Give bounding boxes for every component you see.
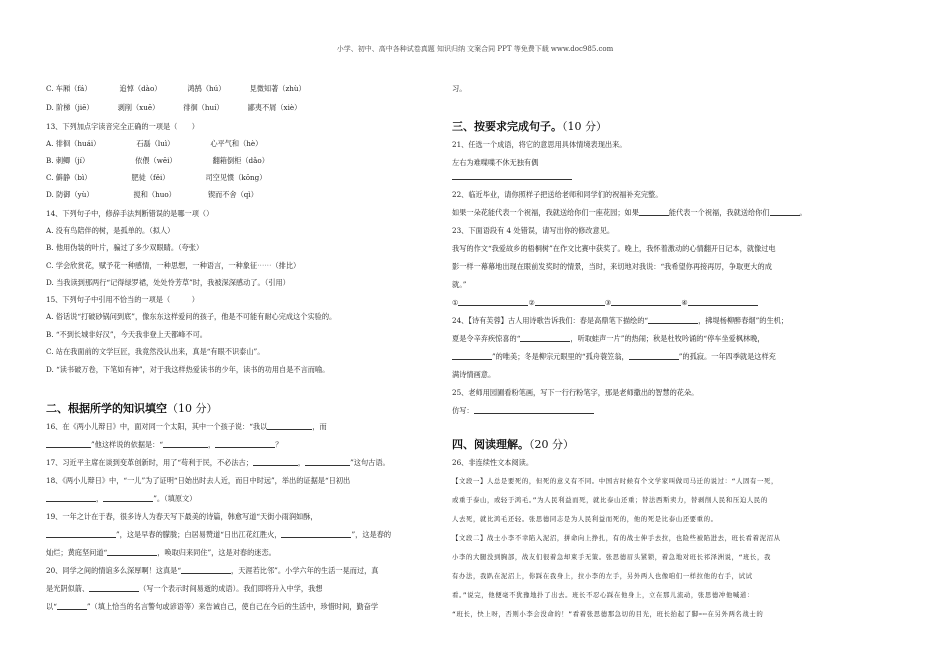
passage-1-line-1: 【文段一】人总是要死的，但死的意义有不同。中国古时候有个文学家叫做司马迁的说过：“人固有一死， xyxy=(452,477,779,485)
q15-option-a: A. 俗话说“打破砂锅问到底”，像东东这样爱问的孩子，他是不可能有耐心完成这个实验的。 xyxy=(46,312,337,321)
q22-stem: 22、临近毕业，请你照样子把送给老师和同学们的祝福补充完整。 xyxy=(452,190,663,199)
q12-option-c: C. 车厢（fá） 追悼（dào） 鸿鹄（hú） 見微知著（zhù） xyxy=(46,84,306,93)
q16-line1: 16、在《两小儿辩日》中，面对同一个太阳，其中一个孩子说：“我以 ，而 xyxy=(46,422,327,431)
q26-stem: 26、非连续性文本阅读。 xyxy=(452,458,534,467)
passage-2-line-1: 【文段二】战士小李不幸陷入泥沼，拼命向上挣扎，有的战士伸手去拉，也险些被陷进去，班长看着泥沼从 xyxy=(452,534,781,542)
q24-line3: ”的唯美；冬是柳宗元眼里的“孤舟蓑笠翁， ”的孤寂。一年四季就是这样充 xyxy=(452,352,776,361)
q20-continuation: 习。 xyxy=(452,84,467,93)
q19-line3: 灿烂；黄庭坚问道“ ，唤取归来同住”，这是对春的迷恋。 xyxy=(46,548,276,557)
q14-option-d: D. 当我读到那两行“记得绿罗裙，处处怜芳草”时，我被深深感动了。（引用） xyxy=(46,278,290,287)
q15-stem: 15、下列句子中引用不恰当的一项是（ ） xyxy=(46,295,199,304)
q24-line2: 夏是令辛弃疾惊喜的“ ，听取蛙声一片”的热闹；秋是杜牧吟诵的“停车坐爱枫林晚， xyxy=(452,334,765,343)
q12-option-d: D. 阶梯（jiē） 剥削（xuē） 徘徊（huí） 鄙夷不屑（xiè） xyxy=(46,103,302,112)
section-2-title: 二、根据所学的知识填空（10 分） xyxy=(46,402,218,415)
q13-option-d: D. 防御（yù） 搅和（huo） 锲而不舍（qì） xyxy=(46,190,258,199)
q20-line3: 以“ ”（填上恰当的名言警句或谚语等）来告诫自己，使自己在今后的生活中，珍惜时间，勤奋学 xyxy=(46,602,379,611)
passage-2-line-5: “班长，快上呀，否则小李会没命的！”看着张思德那急切的目光，班长抬起了脚⋯⋯在另外两名战士的 xyxy=(452,610,764,618)
passage-1-line-3: 人去死，就比鸿毛还轻。张思德同志是为人民利益而死的，他的死是比泰山还要重的。 xyxy=(452,515,718,523)
q18-line1: 18、《两小儿辩日》中，“一儿”为了证明“日始出时去人近，而日中时远”，举出的证据是“日初出 xyxy=(46,476,351,485)
q14-option-a: A. 没有鸟陪伴的树，是孤单的。（拟人） xyxy=(46,226,175,235)
q14-option-b: B. 他用伪装的叶片，骗过了多少双眼睛。（夸张） xyxy=(46,243,204,252)
q13-option-a: A. 徘徊（huái） 石磊（luì） 心平气和（hè） xyxy=(46,139,263,148)
q23-para-1: 我写的作文“我爱故乡的梧桐树”在作文比赛中获奖了。晚上，我怀着激动的心情翻开日记本，就像过电 xyxy=(452,244,776,253)
q24-line4: 满诗情画意。 xyxy=(452,370,496,379)
section-3-title: 三、按要求完成句子。（10 分） xyxy=(452,120,607,133)
q19-line2: ”，这是早春的朦胧；白居易赞道“日出江花红胜火， ”，这是春的 xyxy=(46,530,391,539)
passage-2-line-3: 有办法，我趴在泥沼上，你踩在我身上，拉小李的左手，另外两人也像咱们一样拉他的右手，试试 xyxy=(452,572,753,580)
q21-options: 左右为难喋喋不休无独有偶 xyxy=(452,158,539,167)
q13-stem: 13、下列加点字读音完全正确的一项是（ ） xyxy=(46,122,199,131)
q15-option-b: B. “不到长城非好汉”，今天我非登上天都峰不可。 xyxy=(46,330,207,339)
q20-line2: 是光阴似箭、 （写一个表示时间易逝的成语）。我们即将升入中学，我想 xyxy=(46,584,323,593)
q13-option-b: B. 刺鲫（jí） 依偎（wēi） 翻箱倒柜（dǎo） xyxy=(46,156,269,165)
q23-answer-blanks[interactable]: ① ② ③ ④ xyxy=(452,298,758,307)
q21-answer-line[interactable] xyxy=(452,172,572,181)
q25-imitation[interactable]: 仿写： xyxy=(452,406,594,415)
q24-line1: 24、【诗有芙蓉】古人用诗歌告诉我们：春是高鼎笔下描绘的“ ，拂堤杨柳醉春烟”的生机； xyxy=(452,316,789,325)
q14-option-c: C. 学会欣赏花，赋予花一种感情，一种思想，一种语言，一种象征⋯⋯（排比） xyxy=(46,261,301,270)
q21-stem: 21、任选一个成语，将它的意思用具体情境表现出来。 xyxy=(452,140,627,149)
q16-line2: ”他这样说的依据是：“ ， ？ xyxy=(46,440,282,449)
q23-para-3: 就。” xyxy=(452,280,467,289)
q17-line: 17、习近平主席在谈到变革创新时，用了“苟利于民，不必法古； ， ”这句古语。 xyxy=(46,458,390,467)
passage-1-line-2: 或重于泰山，或轻于鸿毛。”为人民利益而死，就比泰山还重；替法西斯卖力，替剥削人民和压迫人民的 xyxy=(452,496,768,504)
q20-line1: 20、同学之间的情谊多么深厚啊！这真是“ ，天涯若比邻”。小学六年的生活一晃而过，真 xyxy=(46,566,379,575)
passage-2-line-4: 看。”说完，他便毫不犹豫地扑了出去。班长不忍心踩在他身上，立在那儿流动，张思德冲他喊道： xyxy=(452,591,754,599)
section-4-title: 四、阅读理解。（20 分） xyxy=(452,438,574,451)
q15-option-d: D. “读书破万卷，下笔如有神”，对于我这样热爱读书的少年，读书的功用自是不言而喻。 xyxy=(46,365,330,374)
q18-line2: ， ”。（填原文） xyxy=(46,494,196,503)
q15-option-c: C. 站在我面前的文学巨匠，我竟然没认出来，真是“有眼不识泰山”。 xyxy=(46,347,265,356)
q13-option-c: C. 僻静（bì） 肥徒（fěi） 司空见惯（kōng） xyxy=(46,173,267,182)
q23-para-2: 影一样一幕幕地出现在眼前发奖时的情景，当时，来切地对我说：“我希望你再接再厉，争取更大的成 xyxy=(452,262,772,271)
q25-stem: 25、老师用园圃看粉笔画，写下一行行粉笔字，那是老师撒出的智慧的花朵。 xyxy=(452,388,699,397)
q23-stem: 23、下面语段有 4 处错误，请写出你的修改意见。 xyxy=(452,226,615,235)
q14-stem: 14、下列句子中，修辞手法判断错误的是哪一项（） xyxy=(46,209,214,218)
q19-line1: 19、一年之计在于春，很多诗人为春天写下最美的诗篇，韩愈写道“天街小雨润如酥， xyxy=(46,512,318,521)
q22-line: 如果一朵花能代表一个祝福，我就送给你们一座花园；如果 能代表一个祝福，我就送给你们 。 xyxy=(452,208,807,217)
page-header: 小学、初中、高中各种试卷真题 知识归纳 文案合同 PPT 等免费下载 www.doc985.com xyxy=(336,45,614,53)
passage-2-line-2: 小李的大腿没到胸部，战友们很着急却束手无策。张思德眉头紧锁，着急地对班长祁泽洲说，“班长，我 xyxy=(452,553,772,561)
